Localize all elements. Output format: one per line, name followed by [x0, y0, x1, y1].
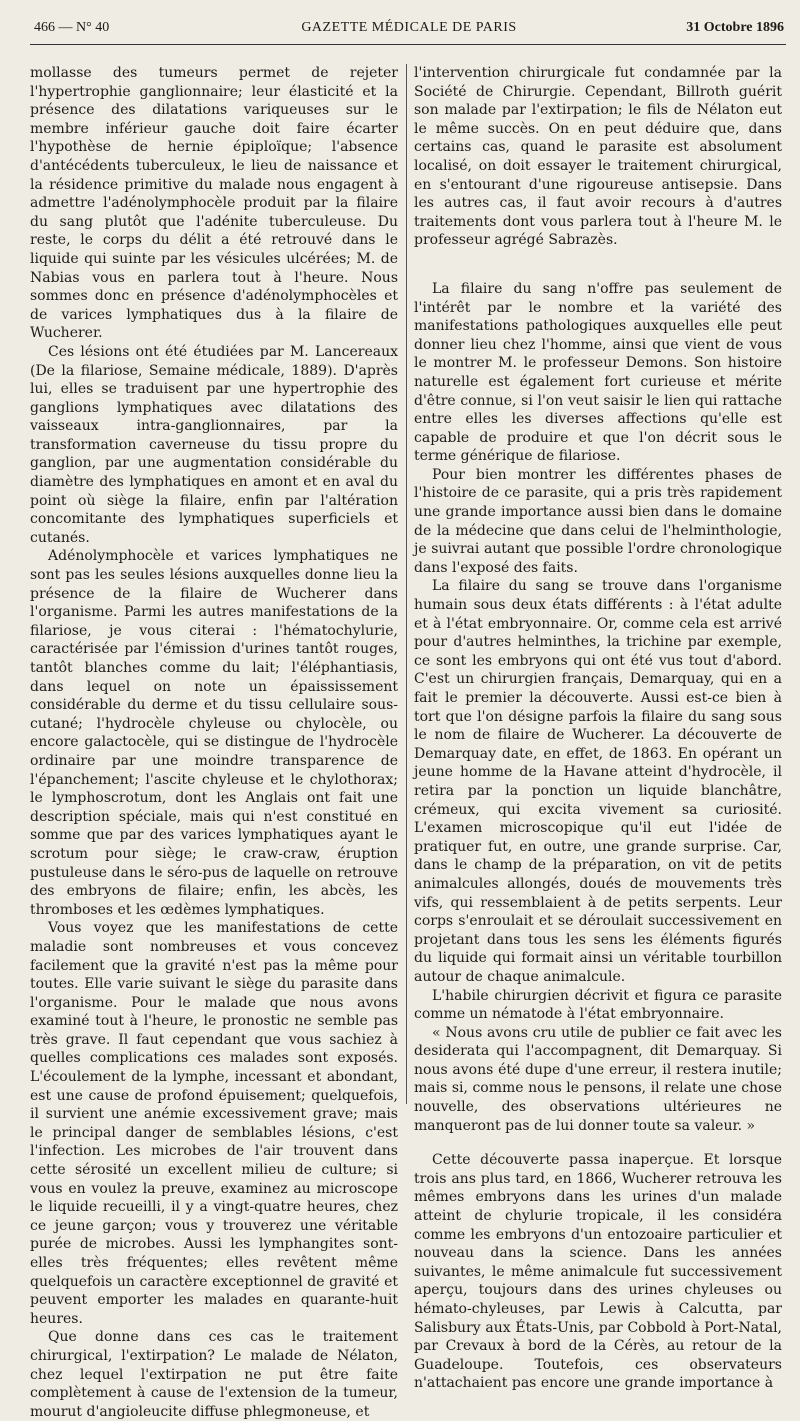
paragraph: Ces lésions ont été étudiées par M. Lancereaux (De la filariose, Semaine médicale, 1889). D'après lui, elles se traduisent par une hypertrophie des ganglions lymphatiques avec dilatations des vaisseaux intra-ganglionnaires, par la transformation caverneuse du tissu propre du ganglion, par une augmentation considérable du diamètre des lymphatiques en amont et en aval du point où siège la filaire, enfin par l'altération concomitante des lymphatiques superficiels et cutanés. [30, 343, 398, 546]
paragraph: l'intervention chirurgicale fut condamnée par la Société de Chirurgie. Cependant, Billroth guérit son malade par l'extirpation; le fils de Nélaton eut le même succès. On en peut déduire que, dans certains cas, quand le parasite est absolument localisé, on doit essayer le traitement chirurgical, en s'entourant d'une rigoureuse antisepsie. Dans les autres cas, il faut avoir recours à d'autres traitements dont vous parlera tout à l'heure M. le professeur agrégé Sabrazès. [414, 65, 782, 249]
paragraph: Que donne dans ces cas le traitement chirurgical, l'extirpation? Le malade de Nélaton, chez lequel l'extirpation ne put être faite complètement à cause de l'extension de la tumeur, mourut d'angioleucite diffuse phlegmoneuse, et [30, 1329, 398, 1420]
issue-date: 31 Octobre 1896 [686, 20, 784, 35]
page-number: 466 — N° 40 [34, 20, 110, 35]
paragraph: La filaire du sang se trouve dans l'organisme humain sous deux états différents : à l'état adulte et à l'état embryonnaire. Or, comme cela est arrivé pour d'autres helminthes, la trichine par exemple, ce sont les embryons qui ont été vus tout d'abord. C'est un chirurgien français, Demarquay, qui en a fait le premier la découverte. Aussi est-ce bien à tort que l'on désigne parfois la filaire du sang sous le nom de filaire de Wucherer. La découverte de Demarquay date, en effet, de 1863. En opérant un jeune homme de la Havane atteint d'hydrocèle, il retira par la ponction un liquide blanchâtre, crémeux, qui excita vivement sa curiosité. L'examen microscopique qu'il eut l'idée de pratiquer fut, en outre, une grande surprise. Car, dans le champ de la préparation, on vit de petits animalcules allongés, doués de mouvements très vifs, qui ressemblaient à de petits serpents. Leur corps s'enroulait et se déroulait successivement en projetant dans tous les sens les éléments figurés du liquide qui formait ainsi un véritable tourbillon autour de chaque animalcule. [414, 578, 782, 985]
page-header [34, 18, 784, 40]
column-divider [406, 64, 407, 1104]
paragraph: Pour bien montrer les différentes phases de l'histoire de ce parasite, qui a pris très rapidement une grande importance aussi bien dans le domaine de la médecine que dans celui de l'helminthologie, je suivrai autant que possible l'ordre chronologique dans l'exposé des faits. [414, 466, 782, 576]
paragraph: L'habile chirurgien décrivit et figura ce parasite comme un nématode à l'état embryonnaire. [414, 987, 782, 1023]
paragraph: Vous voyez que les manifestations de cette maladie sont nombreuses et vous concevez facilement que la gravité n'est pas la même pour toutes. Elle varie suivant le siège du parasite dans l'organisme. Pour le malade que nous avons examiné tout à l'heure, le pronostic ne semble pas très grave. Il faut cependant que vous sachiez à quelles complications ces malades sont exposés. L'écoulement de la lymphe, incessant et abondant, est une cause de profond épuisement; quelquefois, il survient une anémie excessivement grave; mais le principal danger de semblables lésions, c'est l'infection. Les microbes de l'air trouvent dans cette sérosité un excellent milieu de culture; si vous en voulez la preuve, examinez au microscope le liquide recueilli, il y a vingt-quatre heures, chez ce jeune garçon; vous y trouverez une véritable purée de microbes. Aussi les lymphangites sont-elles très fréquentes; elles revêtent même quelquefois un caractère exceptionnel de gravité et peuvent emporter les malades en quarante-huit heures. [30, 920, 398, 1327]
paragraph: mollasse des tumeurs permet de rejeter l'hypertrophie ganglionnaire; leur élasticité et la présence des dilatations variqueuses sur le membre inférieur gauche doit faire écarter l'hypothèse de hernie épiploïque; l'absence d'antécédents tuberculeux, le lieu de naissance et la résidence primitive du malade nous engagent à admettre l'adénolymphocèle produit par la filaire du sang plutôt que l'adénite tuberculeuse. Du reste, le corps du délit a été retrouvé dans le liquide qui suinte par les vésicules ulcérées; M. de Nabias vous en parlera tout à l'heure. Nous sommes donc en présence d'adénolymphocèles et de varices lymphatiques dus à la filaire de Wucherer. [30, 65, 398, 342]
header-rule [30, 44, 786, 45]
quotation: « Nous avons cru utile de publier ce fait avec les desiderata qui l'accompagnent, dit Demarquay. Si nous avons été dupe d'une erreur, il restera inutile; mais si, comme nous le pensons, il relate une chose nouvelle, des observations ultérieures ne manqueront pas de lui donner toute sa valeur. » [414, 1024, 782, 1134]
paragraph: Cette découverte passa inaperçue. Et lorsque trois ans plus tard, en 1866, Wucherer retrouva les mêmes embryons dans les urines d'un malade atteint de chylurie tropicale, il les considéra comme les embryons d'un entozoaire particulier et nouveau dans la science. Dans les années suivantes, le même animalcule fut successivement aperçu, toujours dans des urines chyleuses ou hémato-chyleuses, par Lewis à Calcutta, par Salisbury aux États-Unis, par Cobbold à Port-Natal, par Crevaux à bord de la Cérès, au retour de la Guadeloupe. Toutefois, ces observateurs n'attachaient pas encore une grande importance à [414, 1152, 782, 1392]
left-column [30, 64, 398, 1420]
right-column [414, 64, 782, 1392]
paragraph: Adénolymphocèle et varices lymphatiques ne sont pas les seules lésions auxquelles donne lieu la présence de la filaire de Wucherer dans l'organisme. Parmi les autres manifestations de la filariose, je vous citerai : l'hématochylurie, caractérisée par l'émission d'urines tantôt rouges, tantôt blanches comme du lait; l'éléphantiasis, dans lequel on note un épaississement considérable du derme et du tissu cellulaire sous-cutané; l'hydrocèle chyleuse ou chylocèle, ou encore galactocèle, qui se distingue de l'hydrocèle ordinaire par une moindre transparence de l'épanchement; l'ascite chyleuse et le chylothorax; le lymphoscrotum, dont les Anglais ont fait une description spéciale, mais qui n'est constitué en somme que par des varices lymphatiques ayant le scrotum pour siège; le craw-craw, éruption pustuleuse dans le séro-pus de laquelle on retrouve des embryons de filaire; enfin, les abcès, les thromboses et les œdèmes lymphatiques. [30, 548, 398, 918]
paragraph: La filaire du sang n'offre pas seulement de l'intérêt par le nombre et la variété des manifestations pathologiques auxquelles elle peut donner lieu chez l'homme, ainsi que vient de vous le montrer M. le professeur Demons. Son histoire naturelle est également fort curieuse et mérite d'être connue, si l'on veut saisir le lien qui rattache entre elles les diverses affections qu'elle est capable de produire et que l'on décrit sous le terme générique de filariose. [414, 280, 782, 465]
journal-title: GAZETTE MÉDICALE DE PARIS [301, 20, 517, 35]
